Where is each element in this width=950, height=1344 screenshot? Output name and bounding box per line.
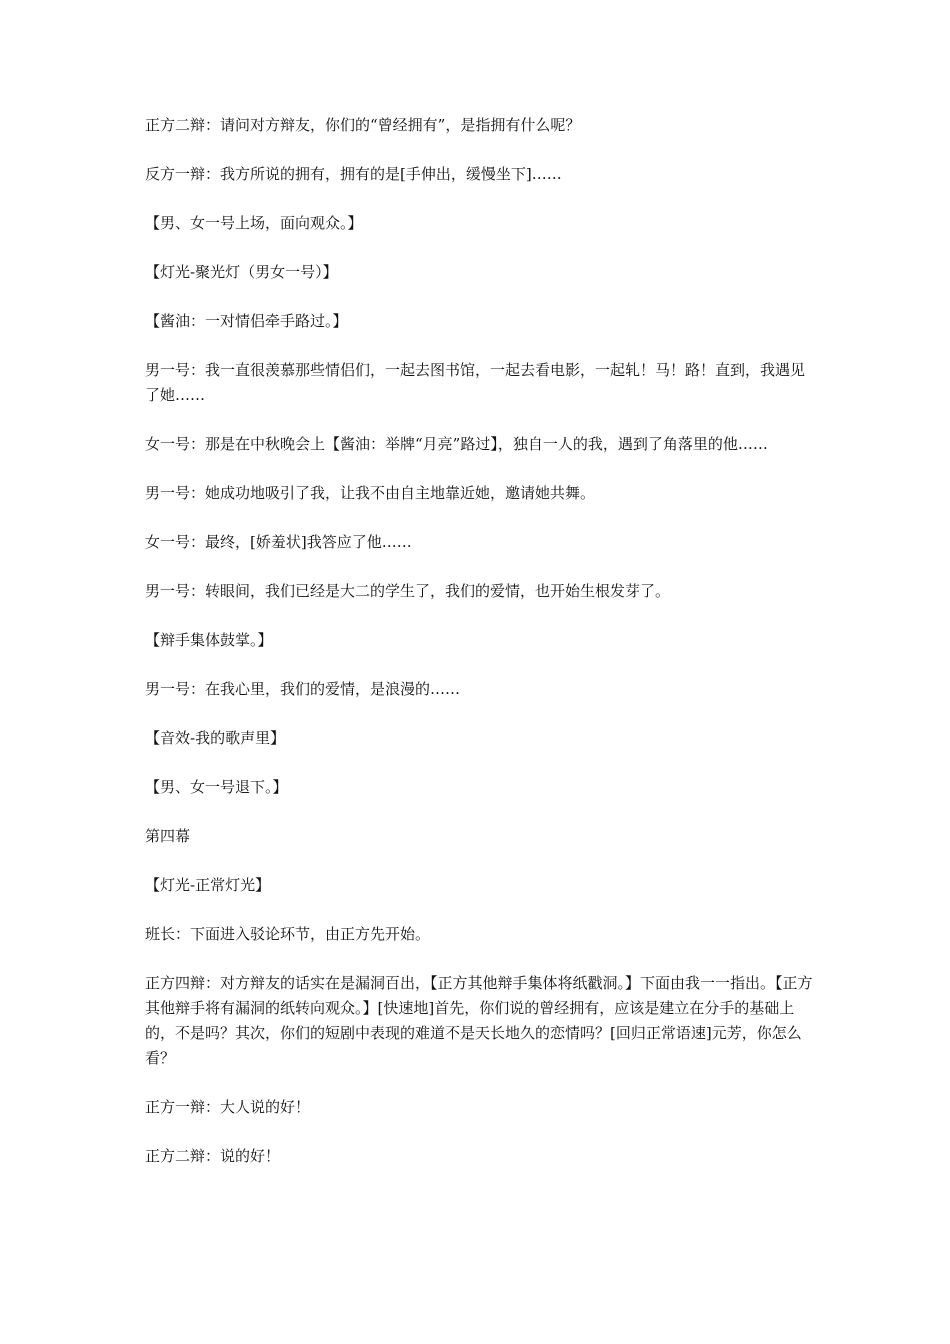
stage-direction: 【音效-我的歌声里】 [145,729,286,747]
stage-direction: 【灯光-正常灯光】 [145,876,271,894]
act-heading: 第四幕 [145,827,191,845]
stage-direction: 【酱油：一对情侣牵手路过。】 [145,312,348,330]
dialogue-line: 正方四辩：对方辩友的话实在是漏洞百出，【正方其他辩手集体将纸戳洞。】下面由我一一指出。【正方其他辩手将有漏洞的纸转向观众。】[快速地]首先，你们说的曾经拥有，应该是建立在分手的基础上的，不是吗？其次，你们的短剧中表现的难道不是天长地久的恋情吗？[回归正常语速]元芳，你怎么看？ [145,974,813,1067]
dialogue-line: 正方二辩：请问对方辩友，你们的“曾经拥有”，是指拥有什么呢？ [145,116,581,134]
dialogue-line: 反方一辩：我方所说的拥有，拥有的是[手伸出，缓慢坐下]…… [145,165,562,183]
stage-direction: 【灯光-聚光灯（男女一号）】 [145,263,338,281]
dialogue-line: 女一号：最终，[娇羞状]我答应了他…… [145,533,412,551]
dialogue-line: 男一号：在我心里，我们的爱情，是浪漫的…… [145,680,461,698]
stage-direction: 【男、女一号上场，面向观众。】 [145,214,363,232]
dialogue-line: 班长：下面进入驳论环节，由正方先开始。 [145,925,431,943]
dialogue-line: 男一号：转眼间，我们已经是大二的学生了，我们的爱情，也开始生根发芽了。 [145,582,671,600]
stage-direction: 【辩手集体鼓掌。】 [145,631,273,649]
stage-direction: 【男、女一号退下。】 [145,778,288,796]
document-body [145,113,815,1193]
dialogue-line: 正方一辩：大人说的好！ [145,1098,311,1116]
dialogue-line: 正方二辩：说的好！ [145,1147,281,1165]
dialogue-line: 男一号：我一直很羡慕那些情侣们，一起去图书馆，一起去看电影，一起轧！马！路！直到，我遇见了她…… [145,361,806,404]
dialogue-line: 男一号：她成功地吸引了我，让我不由自主地靠近她，邀请她共舞。 [145,484,596,502]
dialogue-line: 女一号：那是在中秋晚会上【酱油：举牌“月亮”路过】，独自一人的我，遇到了角落里的他…… [145,435,768,453]
